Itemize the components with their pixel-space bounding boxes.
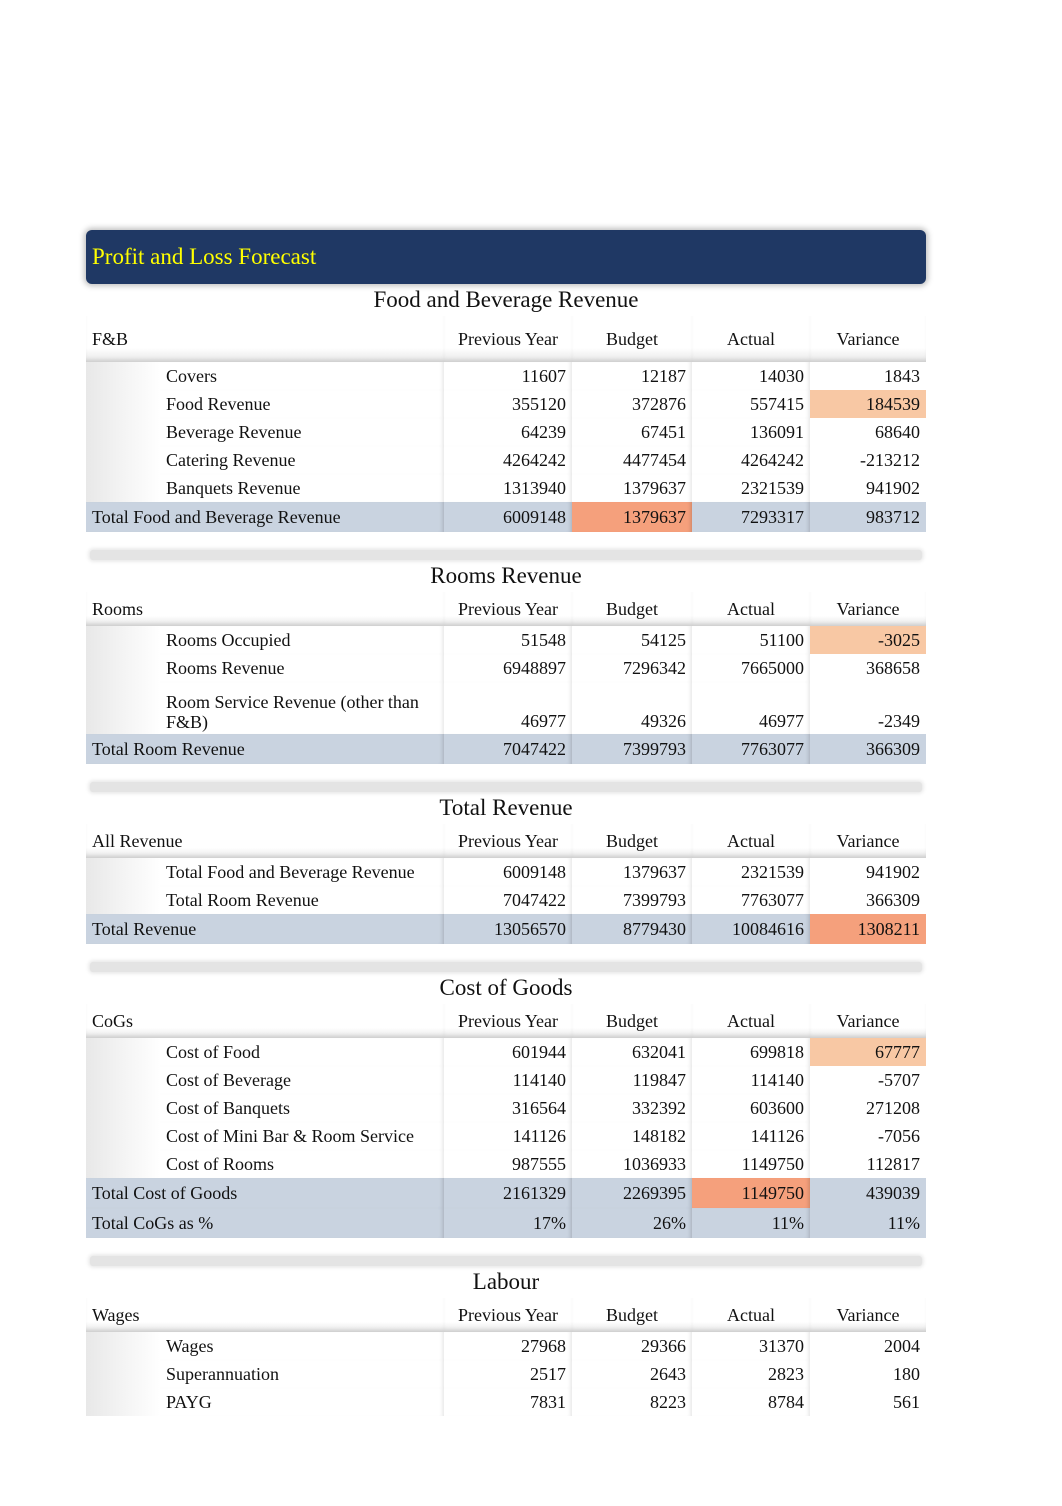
- section-divider: [90, 1256, 922, 1266]
- table-row: [86, 1388, 926, 1416]
- col-variance: Variance: [810, 1004, 926, 1038]
- total-py: 13056570: [444, 914, 572, 944]
- col-previous-year: Previous Year: [444, 1298, 572, 1332]
- header-label: All Revenue: [86, 824, 444, 858]
- row-label: Rooms Occupied: [160, 626, 444, 654]
- cell-actual: 7665000: [692, 654, 810, 682]
- cell-variance: 112817: [866, 1153, 921, 1174]
- spreadsheet: [86, 230, 926, 1416]
- total-row: [86, 734, 926, 764]
- percent-variance: 11%: [810, 1208, 926, 1238]
- total-variance: 366309: [810, 734, 926, 764]
- total-budget: 1379637: [572, 502, 692, 532]
- cell-py: 51548: [444, 626, 572, 654]
- row-label: Cost of Rooms: [160, 1150, 444, 1178]
- header-row: [86, 1298, 926, 1332]
- cell-py: 2517: [444, 1360, 572, 1388]
- cell-py: 6948897: [444, 654, 572, 682]
- table-row: [86, 362, 926, 390]
- cell-variance: -7056: [878, 1125, 921, 1146]
- cell-actual: 2823: [692, 1360, 810, 1388]
- total-actual: 7293317: [692, 502, 810, 532]
- cell-budget: 119847: [572, 1066, 692, 1094]
- cell-variance: 67777: [810, 1038, 926, 1066]
- total-label: Total Food and Beverage Revenue: [86, 502, 444, 532]
- table-row: [86, 858, 926, 886]
- cell-actual: 114140: [692, 1066, 810, 1094]
- col-variance: Variance: [810, 592, 926, 626]
- cell-variance: 1843: [884, 365, 920, 386]
- cell-actual: 46977: [692, 682, 810, 734]
- row-label: Catering Revenue: [160, 446, 444, 474]
- section-divider: [90, 550, 922, 560]
- cell-variance: 68640: [875, 421, 920, 442]
- cell-budget: 67451: [572, 418, 692, 446]
- cell-budget: 49326: [572, 682, 692, 734]
- cell-budget: 1379637: [572, 858, 692, 886]
- cell-actual: 699818: [692, 1038, 810, 1066]
- table-row: [86, 446, 926, 474]
- total-budget: 7399793: [572, 734, 692, 764]
- total-label: Total Revenue: [86, 914, 444, 944]
- cell-py: 1313940: [444, 474, 572, 502]
- cell-budget: 4477454: [572, 446, 692, 474]
- table-row: [86, 682, 926, 734]
- total-actual: 10084616: [692, 914, 810, 944]
- table-row: [86, 626, 926, 654]
- cell-py: 4264242: [444, 446, 572, 474]
- table-row: [86, 474, 926, 502]
- percent-py: 17%: [444, 1208, 572, 1238]
- cell-variance: 368658: [866, 657, 921, 678]
- row-label: PAYG: [160, 1388, 444, 1416]
- row-label: Beverage Revenue: [160, 418, 444, 446]
- cell-budget: 8223: [572, 1388, 692, 1416]
- row-label: Cost of Banquets: [160, 1094, 444, 1122]
- cell-budget: 148182: [572, 1122, 692, 1150]
- cell-budget: 29366: [572, 1332, 692, 1360]
- cell-variance: 941902: [866, 477, 920, 498]
- total-variance: 439039: [810, 1178, 926, 1208]
- row-label: Superannuation: [160, 1360, 444, 1388]
- cogs-section: [86, 972, 926, 1238]
- cell-py: 11607: [444, 362, 572, 390]
- cell-actual: 2321539: [692, 474, 810, 502]
- row-label: Total Room Revenue: [160, 886, 444, 914]
- col-budget: Budget: [572, 824, 692, 858]
- percent-actual: 11%: [692, 1208, 810, 1238]
- cell-py: 27968: [444, 1332, 572, 1360]
- cell-variance: -2349: [878, 711, 921, 731]
- cogs-table: [86, 1004, 926, 1238]
- total-variance: 1308211: [810, 914, 926, 944]
- cell-budget: 2643: [572, 1360, 692, 1388]
- table-row: [86, 1332, 926, 1360]
- total-row: [86, 1178, 926, 1208]
- col-previous-year: Previous Year: [444, 1004, 572, 1038]
- cell-actual: 141126: [692, 1122, 810, 1150]
- page-title: Profit and Loss Forecast: [86, 230, 926, 284]
- cell-py: 6009148: [444, 858, 572, 886]
- row-label: Cost of Beverage: [160, 1066, 444, 1094]
- col-previous-year: Previous Year: [444, 824, 572, 858]
- cell-variance: 941902: [866, 861, 921, 882]
- total-actual: 7763077: [692, 734, 810, 764]
- section-divider: [90, 782, 922, 792]
- cell-py: 987555: [444, 1150, 572, 1178]
- rooms-table: [86, 592, 926, 764]
- table-row: [86, 1122, 926, 1150]
- col-budget: Budget: [572, 1004, 692, 1038]
- total-row: [86, 914, 926, 944]
- table-row: [86, 654, 926, 682]
- percent-row: [86, 1208, 926, 1238]
- table-row: [86, 1066, 926, 1094]
- labour-table: [86, 1298, 926, 1416]
- table-row: [86, 390, 926, 418]
- fb-section: [86, 284, 926, 532]
- header-row: [86, 592, 926, 626]
- rooms-section: [86, 560, 926, 764]
- percent-label: Total CoGs as %: [86, 1208, 444, 1238]
- header-label: Rooms: [86, 592, 444, 626]
- cell-budget: 372876: [572, 390, 692, 418]
- total-py: 6009148: [444, 502, 572, 532]
- cell-actual: 2321539: [692, 858, 810, 886]
- cell-variance: -213212: [860, 449, 920, 470]
- col-previous-year: Previous Year: [444, 592, 572, 626]
- total-py: 7047422: [444, 734, 572, 764]
- col-previous-year: Previous Year: [444, 316, 572, 362]
- cell-variance: 271208: [866, 1097, 921, 1118]
- cell-actual: 4264242: [692, 446, 810, 474]
- row-label: Rooms Revenue: [160, 654, 444, 682]
- cell-actual: 8784: [692, 1388, 810, 1416]
- cell-actual: 557415: [692, 390, 810, 418]
- rooms-title: Rooms Revenue: [430, 563, 582, 588]
- col-actual: Actual: [692, 1004, 810, 1038]
- fb-table: [86, 316, 926, 532]
- cell-variance: 366309: [866, 889, 921, 910]
- cell-budget: 1379637: [572, 474, 692, 502]
- cell-variance: 561: [893, 1391, 920, 1412]
- labour-title: Labour: [472, 1269, 540, 1294]
- cell-py: 46977: [444, 682, 572, 734]
- col-variance: Variance: [810, 316, 926, 362]
- total-label: Total Cost of Goods: [86, 1178, 444, 1208]
- total-row: [86, 502, 926, 532]
- cell-py: 7047422: [444, 886, 572, 914]
- cell-py: 141126: [444, 1122, 572, 1150]
- col-actual: Actual: [692, 1298, 810, 1332]
- cell-py: 7831: [444, 1388, 572, 1416]
- col-actual: Actual: [692, 824, 810, 858]
- labour-section: [86, 1266, 926, 1416]
- total-budget: 8779430: [572, 914, 692, 944]
- cell-variance: -3025: [810, 626, 926, 654]
- col-budget: Budget: [572, 316, 692, 362]
- total-actual: 1149750: [692, 1178, 810, 1208]
- header-label: CoGs: [86, 1004, 444, 1038]
- row-label: Wages: [160, 1332, 444, 1360]
- cell-py: 64239: [444, 418, 572, 446]
- row-label: Covers: [160, 362, 444, 390]
- all-title: Total Revenue: [439, 795, 573, 820]
- cell-variance: 180: [893, 1363, 920, 1384]
- row-label: Cost of Food: [160, 1038, 444, 1066]
- cogs-title: Cost of Goods: [439, 975, 573, 1000]
- cell-budget: 1036933: [572, 1150, 692, 1178]
- row-label: Banquets Revenue: [160, 474, 444, 502]
- cell-budget: 12187: [572, 362, 692, 390]
- col-budget: Budget: [572, 592, 692, 626]
- cell-budget: 7399793: [572, 886, 692, 914]
- cell-budget: 7296342: [572, 654, 692, 682]
- cell-budget: 54125: [572, 626, 692, 654]
- table-row: [86, 1150, 926, 1178]
- cell-py: 316564: [444, 1094, 572, 1122]
- percent-budget: 26%: [572, 1208, 692, 1238]
- col-actual: Actual: [692, 592, 810, 626]
- cell-actual: 14030: [692, 362, 810, 390]
- total-budget: 2269395: [572, 1178, 692, 1208]
- header-row: [86, 824, 926, 858]
- section-divider: [90, 962, 922, 972]
- col-variance: Variance: [810, 824, 926, 858]
- cell-budget: 632041: [572, 1038, 692, 1066]
- cell-actual: 1149750: [692, 1150, 810, 1178]
- total-variance: 983712: [810, 502, 926, 532]
- cell-variance: 2004: [884, 1335, 920, 1356]
- cell-py: 114140: [444, 1066, 572, 1094]
- col-variance: Variance: [810, 1298, 926, 1332]
- cell-actual: 603600: [692, 1094, 810, 1122]
- table-row: [86, 1360, 926, 1388]
- row-label: Room Service Revenue (other than F&B): [160, 682, 444, 734]
- header-label: F&B: [86, 316, 444, 362]
- header-row: [86, 316, 926, 362]
- col-actual: Actual: [692, 316, 810, 362]
- cell-actual: 136091: [692, 418, 810, 446]
- header-label: Wages: [86, 1298, 444, 1332]
- cell-actual: 51100: [692, 626, 810, 654]
- cell-budget: 332392: [572, 1094, 692, 1122]
- total-label: Total Room Revenue: [86, 734, 444, 764]
- cell-actual: 31370: [692, 1332, 810, 1360]
- row-label: Total Food and Beverage Revenue: [160, 858, 444, 886]
- header-row: [86, 1004, 926, 1038]
- all-table: [86, 824, 926, 944]
- row-label: Cost of Mini Bar & Room Service: [160, 1122, 444, 1150]
- fb-title: Food and Beverage Revenue: [373, 287, 639, 312]
- cell-actual: 7763077: [692, 886, 810, 914]
- col-budget: Budget: [572, 1298, 692, 1332]
- table-row: [86, 418, 926, 446]
- cell-variance: -5707: [878, 1069, 921, 1090]
- all-section: [86, 792, 926, 944]
- cell-py: 601944: [444, 1038, 572, 1066]
- table-row: [86, 1094, 926, 1122]
- table-row: [86, 1038, 926, 1066]
- cell-variance: 184539: [810, 390, 926, 418]
- row-label: Food Revenue: [160, 390, 444, 418]
- cell-py: 355120: [444, 390, 572, 418]
- total-py: 2161329: [444, 1178, 572, 1208]
- table-row: [86, 886, 926, 914]
